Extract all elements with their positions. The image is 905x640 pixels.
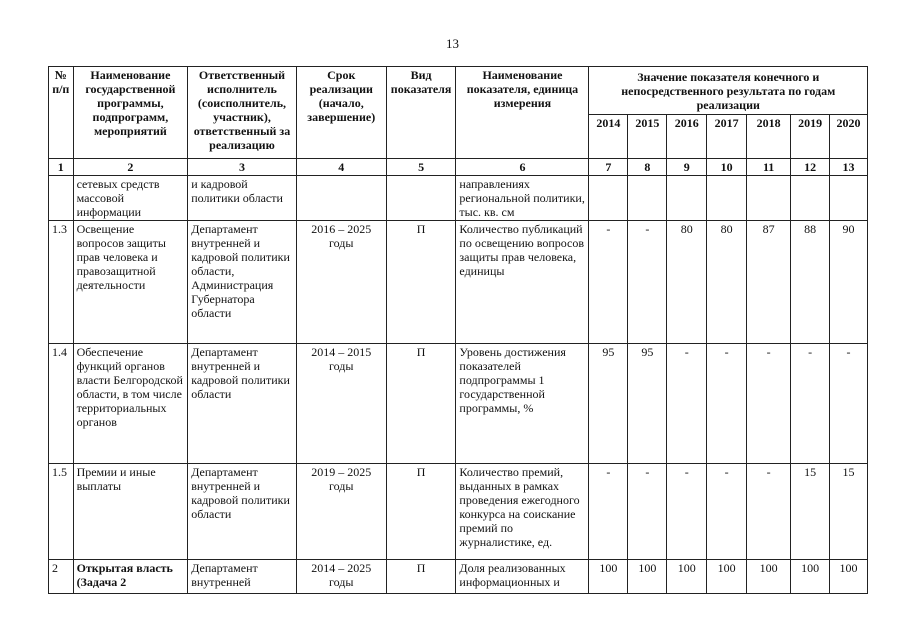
column-number: 2: [73, 159, 188, 176]
row-executor: Департамент внутренней: [188, 560, 297, 594]
row-value: -: [589, 464, 628, 560]
row-value: 100: [589, 560, 628, 594]
row-value: -: [747, 464, 791, 560]
column-number: 9: [667, 159, 707, 176]
row-value: 100: [707, 560, 747, 594]
column-number: 13: [830, 159, 868, 176]
column-number: 12: [791, 159, 830, 176]
row-term: 2014 – 2015 годы: [296, 344, 386, 464]
table-row: [49, 221, 868, 344]
header-executor: Ответственный исполнитель (соисполнитель, участник), ответственный за реализацию: [188, 67, 297, 159]
row-executor: и кадровой политики области: [188, 176, 297, 221]
table-row: [49, 344, 868, 464]
header-indicator: Наименование показателя, единица измерения: [456, 67, 589, 159]
row-term: [296, 176, 386, 221]
row-value: 15: [791, 464, 830, 560]
header-year: 2016: [667, 115, 707, 159]
row-value: 87: [747, 221, 791, 344]
row-num: 2: [49, 560, 74, 594]
row-value: -: [707, 464, 747, 560]
column-numbers-row: [49, 159, 868, 176]
row-indicator: Уровень достижения показателей подпрограммы 1 государственной программы, %: [456, 344, 589, 464]
row-name: сетевых средств массовой информации: [73, 176, 188, 221]
row-value: -: [667, 464, 707, 560]
row-name: Открытая власть (Задача 2: [73, 560, 188, 594]
row-value: 90: [830, 221, 868, 344]
row-value: -: [791, 344, 830, 464]
row-value: -: [747, 344, 791, 464]
column-number: 5: [386, 159, 456, 176]
row-value: 80: [707, 221, 747, 344]
row-value: [747, 176, 791, 221]
row-value: [667, 176, 707, 221]
header-year: 2020: [830, 115, 868, 159]
header-kind: Вид показателя: [386, 67, 456, 159]
row-value: 95: [589, 344, 628, 464]
row-indicator: направлениях региональной политики, тыс. кв. см: [456, 176, 589, 221]
column-number: 10: [707, 159, 747, 176]
row-num: 1.5: [49, 464, 74, 560]
row-indicator: Количество публикаций по освещению вопросов защиты прав человека, единицы: [456, 221, 589, 344]
row-term: 2014 – 2025 годы: [296, 560, 386, 594]
row-executor: Департамент внутренней и кадровой политики области, Администрация Губернатора области: [188, 221, 297, 344]
row-value: 100: [667, 560, 707, 594]
row-value: [791, 176, 830, 221]
row-value: -: [589, 221, 628, 344]
page-number: 13: [446, 36, 459, 51]
column-number: 7: [589, 159, 628, 176]
row-value: -: [707, 344, 747, 464]
row-num: [49, 176, 74, 221]
row-kind: П: [386, 560, 456, 594]
row-value: [830, 176, 868, 221]
header-year: 2015: [628, 115, 667, 159]
header-term: Срок реализации (начало, завершение): [296, 67, 386, 159]
table-row: [49, 176, 868, 221]
row-kind: П: [386, 464, 456, 560]
header-values-group: Значение показателя конечного и непосредственного результата по годам реализации: [589, 67, 868, 115]
row-value: 15: [830, 464, 868, 560]
row-term: 2016 – 2025 годы: [296, 221, 386, 344]
row-value: 88: [791, 221, 830, 344]
column-number: 4: [296, 159, 386, 176]
row-value: [628, 176, 667, 221]
row-name: Обеспечение функций органов власти Белгородской области, в том числе территориальных органов: [73, 344, 188, 464]
row-value: -: [667, 344, 707, 464]
column-number: 11: [747, 159, 791, 176]
row-num: 1.4: [49, 344, 74, 464]
column-number: 6: [456, 159, 589, 176]
row-value: 100: [830, 560, 868, 594]
row-value: 100: [628, 560, 667, 594]
row-kind: П: [386, 344, 456, 464]
table-row: [49, 464, 868, 560]
column-number: 8: [628, 159, 667, 176]
header-name: Наименование государственной программы, подпрограмм, мероприятий: [73, 67, 188, 159]
row-indicator: Количество премий, выданных в рамках проведения ежегодного конкурса на соискание премий по журналистике, ед.: [456, 464, 589, 560]
row-value: 95: [628, 344, 667, 464]
indicators-table: [48, 66, 868, 594]
row-executor: Департамент внутренней и кадровой политики области: [188, 344, 297, 464]
row-value: [589, 176, 628, 221]
row-value: -: [628, 221, 667, 344]
table-row: [49, 560, 868, 594]
row-value: [707, 176, 747, 221]
row-num: 1.3: [49, 221, 74, 344]
row-value: -: [628, 464, 667, 560]
row-name: Освещение вопросов защиты прав человека и правозащитной деятельности: [73, 221, 188, 344]
header-year: 2014: [589, 115, 628, 159]
row-value: 100: [747, 560, 791, 594]
row-name: Премии и иные выплаты: [73, 464, 188, 560]
row-kind: П: [386, 221, 456, 344]
column-number: 3: [188, 159, 297, 176]
row-kind: [386, 176, 456, 221]
row-value: 100: [791, 560, 830, 594]
row-value: -: [830, 344, 868, 464]
header-year: 2019: [791, 115, 830, 159]
header-year: 2018: [747, 115, 791, 159]
column-number: 1: [49, 159, 74, 176]
row-indicator: Доля реализованных информационных и: [456, 560, 589, 594]
header-year: 2017: [707, 115, 747, 159]
header-num: № п/п: [49, 67, 74, 159]
row-value: 80: [667, 221, 707, 344]
row-executor: Департамент внутренней и кадровой политики области: [188, 464, 297, 560]
row-term: 2019 – 2025 годы: [296, 464, 386, 560]
